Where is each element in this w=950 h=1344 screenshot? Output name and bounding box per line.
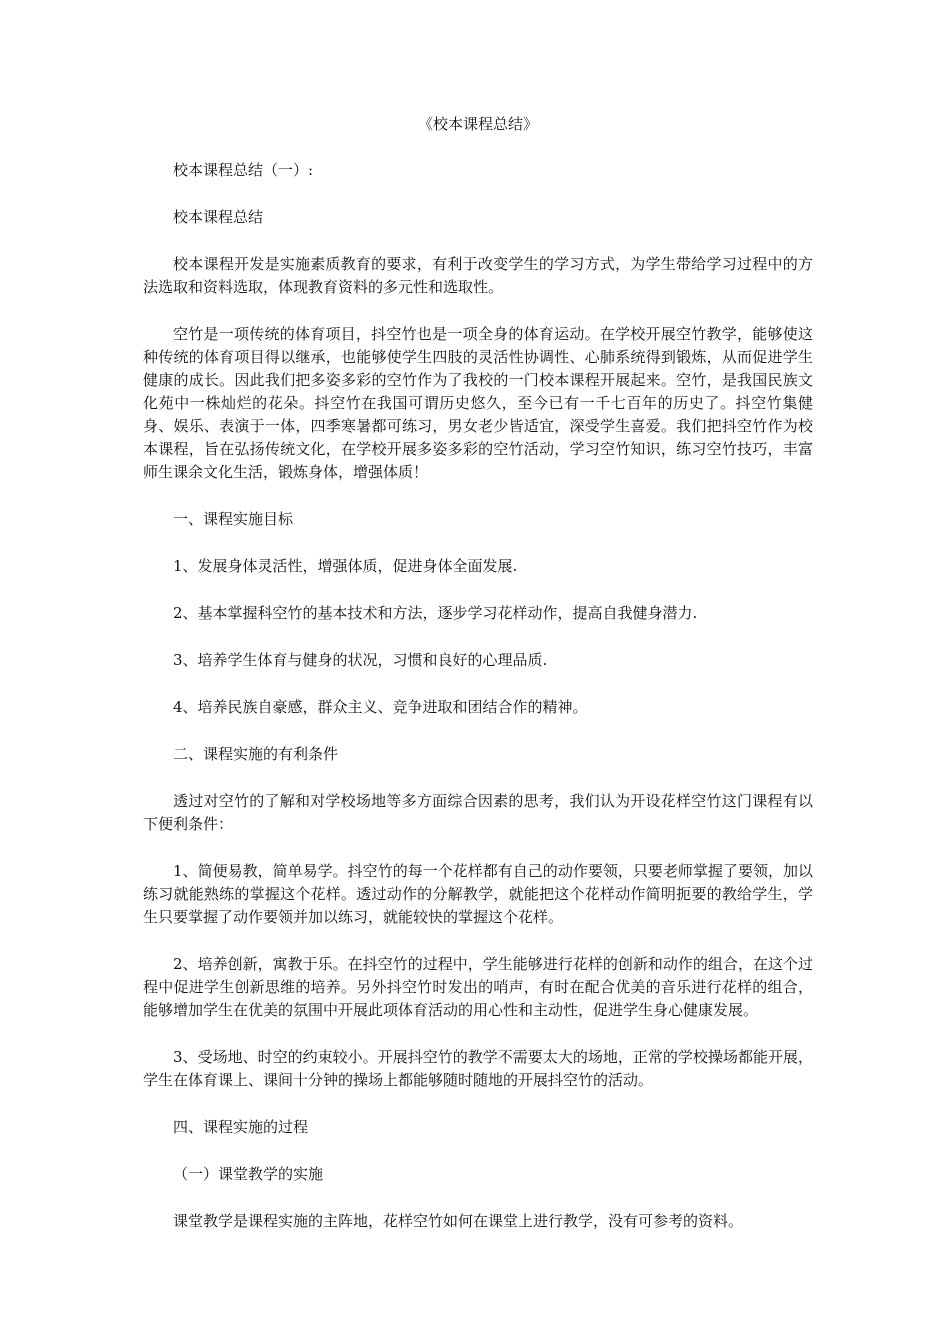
list-item: 2、培养创新，寓教于乐。在抖空竹的过程中，学生能够进行花样的创新和动作的组合，在这个过程中促进学生创新思维的培养。另外抖空竹时发出的哨声，有时在配合优美的音乐进行花样的组合，能够增加学生在优美的氛围中开展此项体育活动的用心性和主动性，促进学生身心健康发展。 xyxy=(143,955,813,1019)
paragraph: 透过对空竹的了解和对学校场地等多方面综合因素的思考，我们认为开设花样空竹这门课程有以下便利条件： xyxy=(143,792,813,833)
section-heading: 一、课程实施目标 xyxy=(173,510,294,528)
list-item: 1、发展身体灵活性，增强体质，促进身体全面发展. xyxy=(173,557,518,575)
paragraph: 空竹是一项传统的体育项目，抖空竹也是一项全身的体育运动。在学校开展空竹教学，能够使这种传统的体育项目得以继承，也能够使学生四肢的灵活性协调性、心肺系统得到锻炼，从而促进学生健康的成长。因此我们把多姿多彩的空竹作为了我校的一门校本课程开展起来。空竹，是我国民族文化苑中一株灿烂的花朵。抖空竹在我国可谓历史悠久，至今已有一千七百年的历史了。抖空竹集健身、娱乐、表演于一体，四季寒暑都可练习，男女老少皆适宜，深受学生喜爱。我们把抖空竹作为校本课程，旨在弘扬传统文化，在学校开展多姿多彩的空竹活动，学习空竹知识，练习空竹技巧，丰富师生课余文化生活，锻炼身体，增强体质！ xyxy=(143,325,813,481)
list-item: 4、培养民族自豪感，群众主义、竞争进取和团结合作的精神。 xyxy=(173,698,588,716)
section-heading: 四、课程实施的过程 xyxy=(173,1118,309,1136)
list-item: 1、简便易教，简单易学。抖空竹的每一个花样都有自己的动作要领，只要老师掌握了要领，加以练习就能熟练的掌握这个花样。透过动作的分解教学，就能把这个花样动作简明扼要的教给学生，学生只要掌握了动作要领并加以练习，就能较快的掌握这个花样。 xyxy=(143,862,813,926)
paragraph: 校本课程开发是实施素质教育的要求，有利于改变学生的学习方式，为学生带给学习过程中的方法选取和资料选取，体现教育资料的多元性和选取性。 xyxy=(143,255,813,296)
list-item: 2、基本掌握科空竹的基本技术和方法，逐步学习花样动作，提高自我健身潜力. xyxy=(173,604,698,622)
section-heading: 校本课程总结（一）: xyxy=(173,161,314,179)
subsection-heading: 校本课程总结 xyxy=(173,208,264,226)
section-heading: 二、课程实施的有利条件 xyxy=(173,745,339,763)
document-title: 《校本课程总结》 xyxy=(417,115,538,133)
subsection-heading: （一）课堂教学的实施 xyxy=(173,1165,324,1183)
paragraph: 课堂教学是课程实施的主阵地，花样空竹如何在课堂上进行教学，没有可参考的资料。 xyxy=(173,1212,744,1230)
list-item: 3、受场地、时空的约束较小。开展抖空竹的教学不需要太大的场地，正常的学校操场都能开展，学生在体育课上、课间十分钟的操场上都能够随时随地的开展抖空竹的活动。 xyxy=(143,1048,813,1089)
list-item: 3、培养学生体育与健身的状况，习惯和良好的心理品质. xyxy=(173,651,548,669)
document-body xyxy=(143,113,813,1257)
